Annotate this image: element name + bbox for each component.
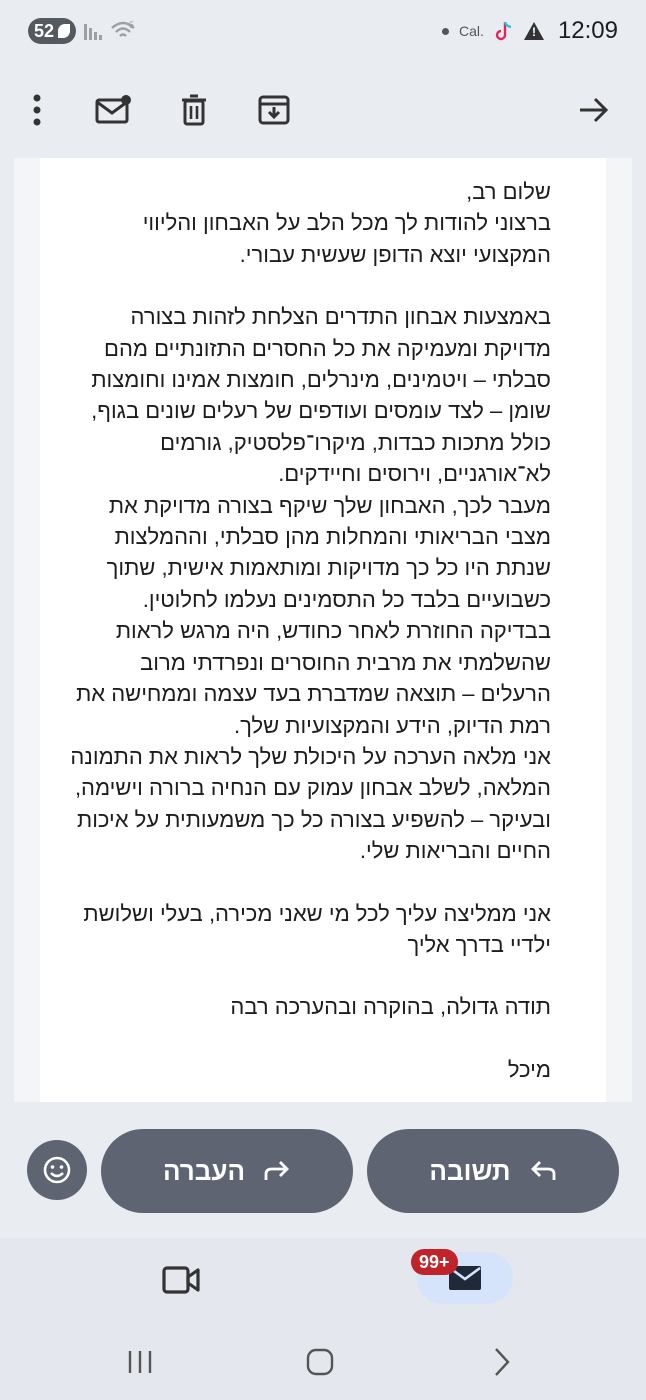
back-button[interactable] <box>482 1342 522 1382</box>
reply-icon <box>529 1160 557 1182</box>
status-bar <box>0 0 646 62</box>
mark-unread-button[interactable] <box>84 80 144 140</box>
forward-label: העברה <box>162 1155 246 1186</box>
forward-button[interactable] <box>101 1129 353 1213</box>
unread-count-badge: 99+ <box>411 1249 458 1275</box>
status-left <box>28 18 136 44</box>
wifi-band-label: 5 <box>129 20 135 30</box>
closing-line: תודה גדולה, בהוקרה ובהערכה רבה <box>230 994 551 1020</box>
signal-icon <box>84 22 102 40</box>
videocam-icon <box>160 1260 202 1300</box>
reply-button[interactable] <box>367 1129 619 1213</box>
signature: מיכל <box>507 1056 551 1082</box>
archive-button[interactable] <box>244 80 304 140</box>
status-right <box>442 17 618 45</box>
message-body <box>40 158 606 1102</box>
mark-unread-icon <box>95 94 133 126</box>
notification-dot-icon <box>442 28 449 35</box>
home-button[interactable] <box>300 1342 340 1382</box>
next-message-button[interactable] <box>564 80 624 140</box>
recent-apps-icon <box>126 1349 154 1375</box>
message-paragraph: בבדיקה החוזרת לאחר כחודש, היה מרגש לראות שהשלמתי את מרבית החוסרים ונפרדתי מרוב הרעלים – תוצאה שמדברת בעד עצמה וממחישה את רמת הדיוק, הידע והמקצועיות שלך. <box>76 618 551 738</box>
greeting: שלום רב, <box>466 179 551 204</box>
battery-level: 52 <box>34 20 55 41</box>
action-bar <box>0 1102 646 1238</box>
warning-icon <box>524 22 544 40</box>
nav-meet-button[interactable] <box>160 1260 202 1300</box>
more-vert-icon <box>32 93 42 127</box>
message-paragraph: אני מלאה הערכה על היכולת שלך לראות את התמונה המלאה, לשלב אבחון עמוק עם הנחיה ברורה וישימה, ובעיקר – להשפיע בצורה כל כך משמעותית על איכות החיים והבריאות שלי. <box>70 743 551 864</box>
back-icon <box>492 1347 512 1377</box>
recent-apps-button[interactable] <box>120 1342 160 1382</box>
reply-label: תשובה <box>429 1155 511 1186</box>
arrow-forward-icon <box>578 96 610 124</box>
message-paragraph: באמצעות אבחון התדרים הצלחת לזהות בצורה מדויקת ומעמיקה את כל החסרים התזונתיים מהם סבלתי – ויטמינים, מינרלים, חומצות אמינו וחומצות שומן – לצד עומסים ועודפים של רעלים שונים בגוף, כולל מתכות כבדות, מיקרו־פלסטיק, גורמים לא־אורגניים, וירוסים וחיידקים. <box>91 304 551 487</box>
wifi-icon <box>110 20 136 42</box>
message-paragraph: מעבר לכך, האבחון שלך שיקף בצורה מדויקת את מצבי הבריאותי והמחלות מהן סבלתי, וההמלצות שנתת היו כל כך מדויקות ומותאמות אישית, שתוך כשבועיים בלבד כל התסמינים נעלמו לחלוטין. <box>106 492 551 612</box>
clock: 12:09 <box>557 17 618 44</box>
archive-icon <box>257 94 291 126</box>
more-options-button[interactable] <box>22 80 52 140</box>
message-toolbar <box>0 62 646 158</box>
system-navigation <box>0 1320 646 1400</box>
battery-indicator <box>28 18 76 44</box>
emoji-reaction-button[interactable] <box>27 1140 87 1200</box>
bottom-navigation <box>0 1238 646 1320</box>
delete-icon <box>180 94 208 126</box>
message-paragraph: אני ממליצה עליך לכל מי שאני מכירה, בעלי ושלושת ילדיי בדרך אליך <box>83 900 551 957</box>
delete-button[interactable] <box>164 80 224 140</box>
emoji-icon <box>42 1155 72 1185</box>
forward-icon <box>263 1160 291 1182</box>
power-saving-icon <box>58 24 70 38</box>
message-paragraph: ברצוני להודות לך מכל הלב על האבחון והליווי המקצועי יוצא הדופן שעשית עבורי. <box>142 210 551 267</box>
carrier-label: Cal. <box>459 23 484 39</box>
home-icon <box>306 1348 334 1376</box>
tiktok-icon <box>494 20 514 42</box>
